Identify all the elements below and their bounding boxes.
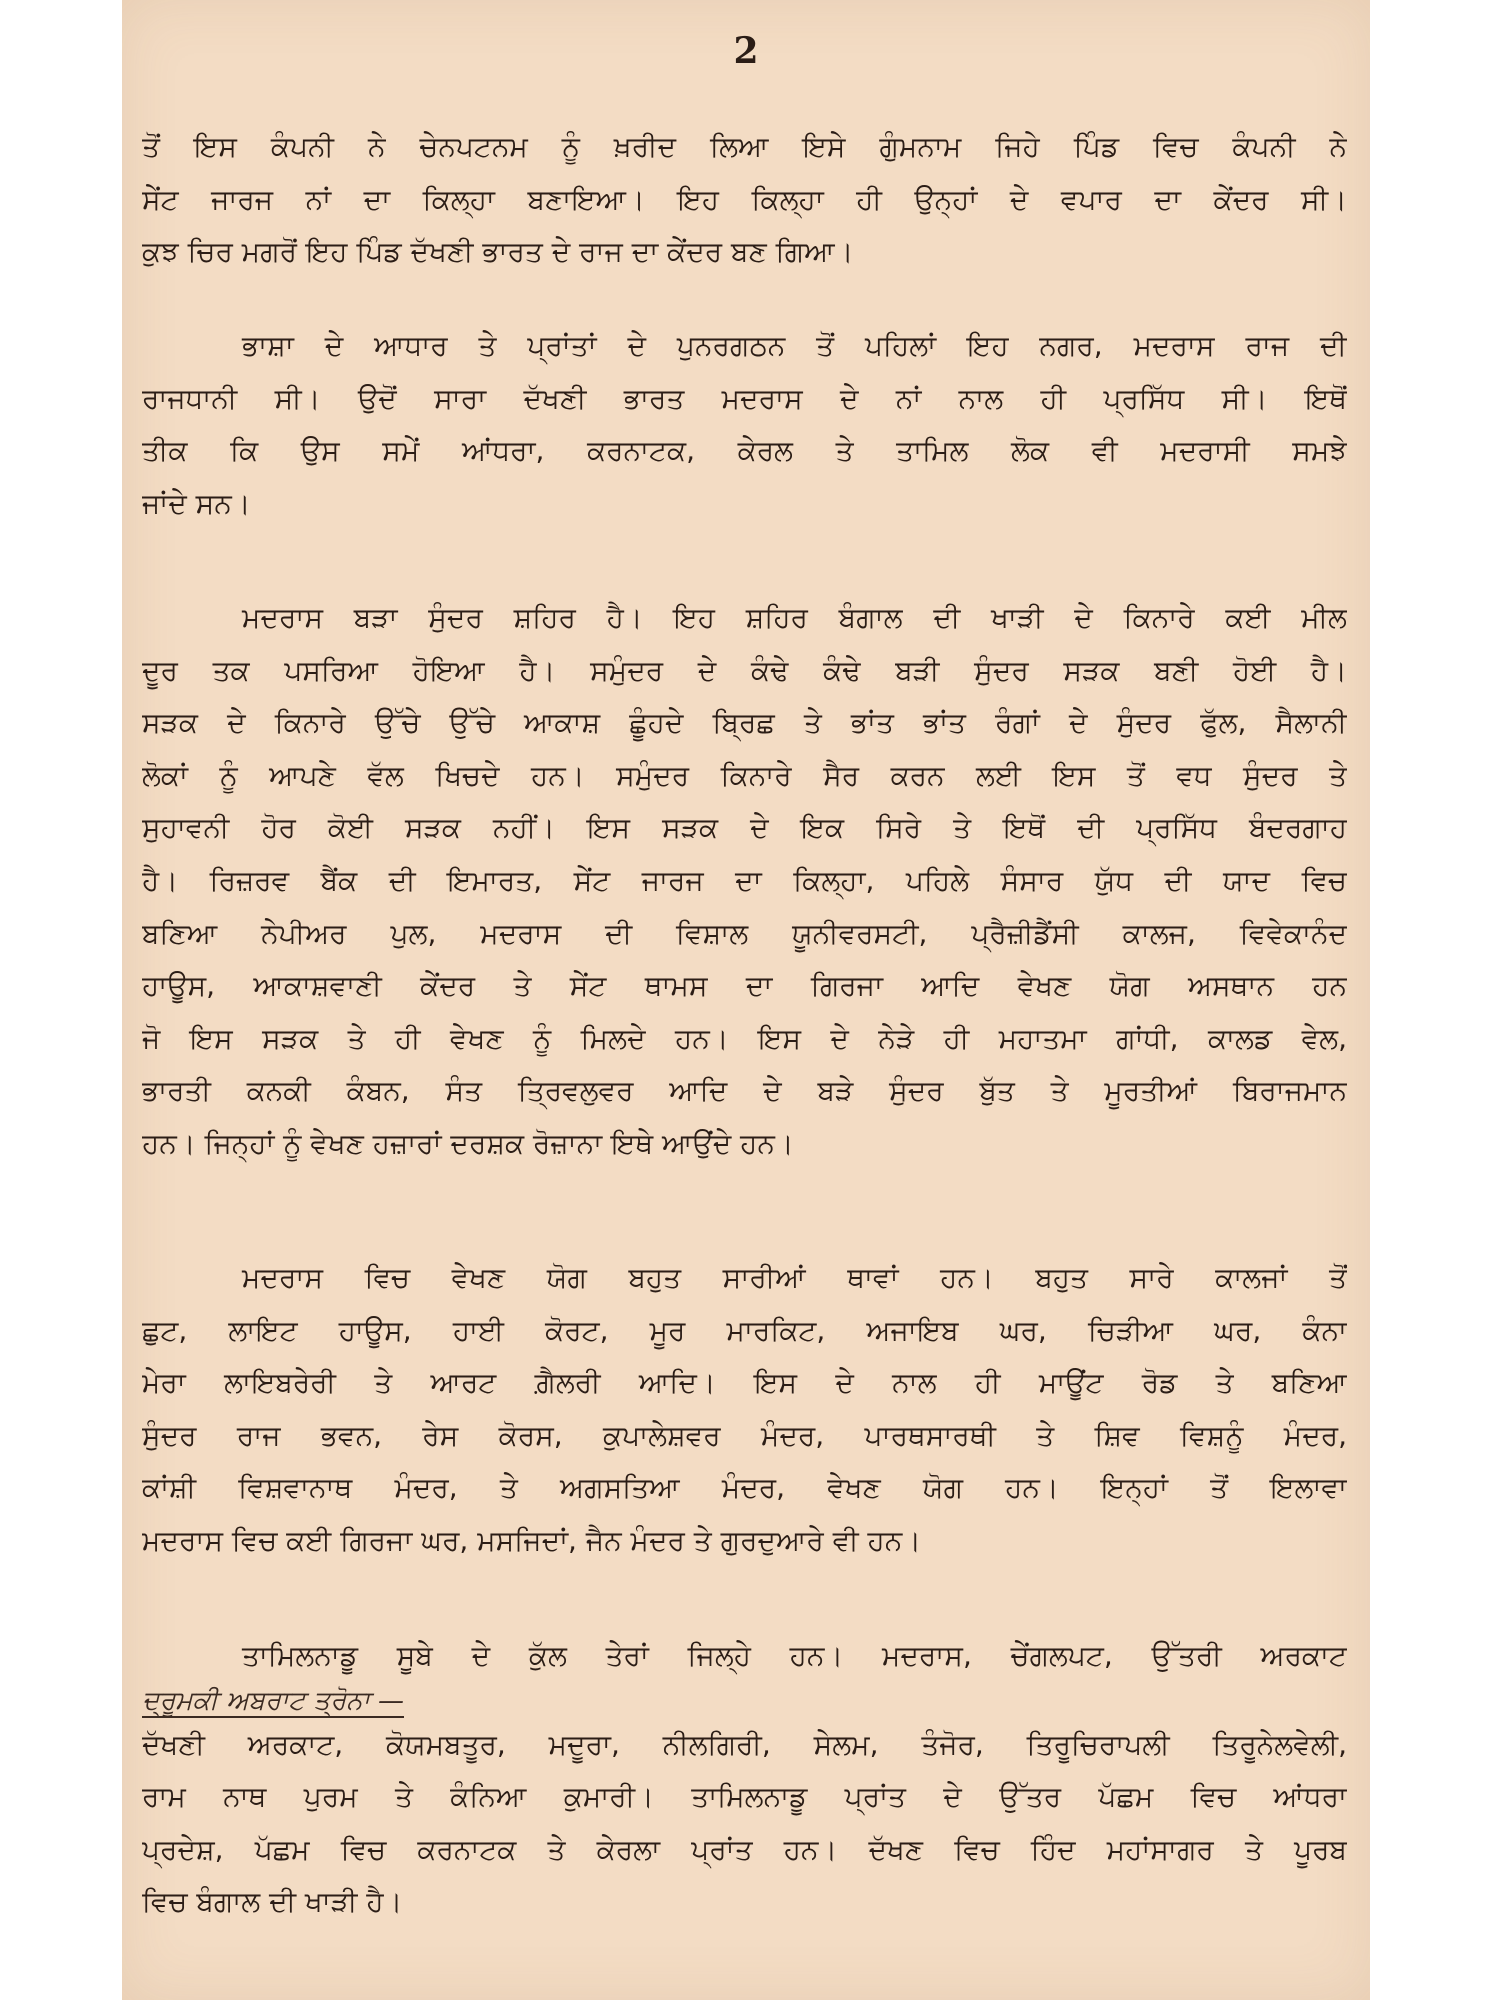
paragraph-3	[142, 592, 1347, 1171]
paragraph-line: ਹਨ। ਜਿਨ੍ਹਾਂ ਨੂੰ ਵੇਖਣ ਹਜ਼ਾਰਾਂ ਦਰਸ਼ਕ ਰੋਜ਼ਾਨਾ ਇਥੇ ਆਉਂਦੇ ਹਨ।	[142, 1126, 794, 1160]
paragraph-1	[142, 121, 1347, 279]
paragraph-line: ਮਦਰਾਸ ਬੜਾ ਸੁੰਦਰ ਸ਼ਹਿਰ ਹੈ। ਇਹ ਸ਼ਹਿਰ ਬੰਗਾਲ ਦੀ ਖਾੜੀ ਦੇ ਕਿਨਾਰੇ ਕਈ ਮੀਲ	[242, 601, 1347, 634]
paragraph-line: ਮਦਰਾਸ ਵਿਚ ਕਈ ਗਿਰਜਾ ਘਰ, ਮਸਜਿਦਾਂ, ਜੈਨ ਮੰਦਰ ਤੇ ਗੁਰਦੁਆਰੇ ਵੀ ਹਨ।	[142, 1523, 922, 1557]
paragraph-line: ਰਾਜਧਾਨੀ ਸੀ। ਉਦੋਂ ਸਾਰਾ ਦੱਖਣੀ ਭਾਰਤ ਮਦਰਾਸ ਦੇ ਨਾਂ ਨਾਲ ਹੀ ਪ੍ਰਸਿੱਧ ਸੀ। ਇਥੋਂ	[142, 381, 1347, 415]
paragraph-line: ਜੋ ਇਸ ਸੜਕ ਤੇ ਹੀ ਵੇਖਣ ਨੂੰ ਮਿਲਦੇ ਹਨ। ਇਸ ਦੇ ਨੇੜੇ ਹੀ ਮਹਾਤਮਾ ਗਾਂਧੀ, ਕਾਲਡ ਵੇਲ,	[142, 1021, 1347, 1055]
paragraph-line: ਸੁਹਾਵਨੀ ਹੋਰ ਕੋਈ ਸੜਕ ਨਹੀਂ। ਇਸ ਸੜਕ ਦੇ ਇਕ ਸਿਰੇ ਤੇ ਇਥੋਂ ਦੀ ਪ੍ਰਸਿੱਧ ਬੰਦਰਗਾਹ	[142, 811, 1347, 845]
paragraph-line: ਤੀਕ ਕਿ ਉਸ ਸਮੇਂ ਆਂਧਰਾ, ਕਰਨਾਟਕ, ਕੇਰਲ ਤੇ ਤਾਮਿਲ ਲੋਕ ਵੀ ਮਦਰਾਸੀ ਸਮਝੇ	[142, 434, 1347, 468]
paragraph-2	[142, 320, 1347, 530]
paragraph-line: ਬਣਿਆ ਨੇਪੀਅਰ ਪੁਲ, ਮਦਰਾਸ ਦੀ ਵਿਸ਼ਾਲ ਯੂਨੀਵਰਸਟੀ, ਪ੍ਰੈਜ਼ੀਡੈਂਸੀ ਕਾਲਜ, ਵਿਵੇਕਾਨੰਦ	[142, 916, 1347, 950]
page-number: 2	[733, 30, 759, 72]
book-page	[122, 0, 1370, 2000]
handwritten-annotation	[142, 1683, 1347, 1719]
paragraph-line: ਦੱਖਣੀ ਅਰਕਾਟ, ਕੋਯਮਬਤੂਰ, ਮਦੂਰਾ, ਨੀਲਗਿਰੀ, ਸੇਲਮ, ਤੰਜੋਰ, ਤਿਰੂਚਿਰਾਪਲੀ ਤਿਰੂਨੇਲਵੇਲੀ,	[142, 1727, 1347, 1761]
paragraph-5	[142, 1630, 1347, 1929]
paragraph-line: ਭਾਸ਼ਾ ਦੇ ਆਧਾਰ ਤੇ ਪ੍ਰਾਂਤਾਂ ਦੇ ਪੁਨਰਗਠਨ ਤੋਂ ਪਹਿਲਾਂ ਇਹ ਨਗਰ, ਮਦਰਾਸ ਰਾਜ ਦੀ	[242, 329, 1347, 362]
paragraph-line: ਮੇਰਾ ਲਾਇਬਰੇਰੀ ਤੇ ਆਰਟ ਗ਼ੈਲਰੀ ਆਦਿ। ਇਸ ਦੇ ਨਾਲ ਹੀ ਮਾਊਂਟ ਰੋਡ ਤੇ ਬਣਿਆ	[142, 1366, 1347, 1400]
paragraph-line: ਭਾਰਤੀ ਕਨਕੀ ਕੰਬਨ, ਸੰਤ ਤ੍ਰਿਵਲੁਵਰ ਆਦਿ ਦੇ ਬੜੇ ਸੁੰਦਰ ਬੁੱਤ ਤੇ ਮੂਰਤੀਆਂ ਬਿਰਾਜਮਾਨ	[142, 1074, 1347, 1108]
paragraph-line: ਲੋਕਾਂ ਨੂੰ ਆਪਣੇ ਵੱਲ ਖਿਚਦੇ ਹਨ। ਸਮੁੰਦਰ ਕਿਨਾਰੇ ਸੈਰ ਕਰਨ ਲਈ ਇਸ ਤੋਂ ਵਧ ਸੁੰਦਰ ਤੇ	[142, 758, 1347, 792]
paragraph-line: ਦੂਰ ਤਕ ਪਸਰਿਆ ਹੋਇਆ ਹੈ। ਸਮੁੰਦਰ ਦੇ ਕੰਢੇ ਕੰਢੇ ਬੜੀ ਸੁੰਦਰ ਸੜਕ ਬਣੀ ਹੋਈ ਹੈ।	[142, 653, 1347, 687]
paragraph-line: ਜਾਂਦੇ ਸਨ।	[142, 486, 251, 520]
paragraph-line: ਪ੍ਰਦੇਸ਼, ਪੱਛਮ ਵਿਚ ਕਰਨਾਟਕ ਤੇ ਕੇਰਲਾ ਪ੍ਰਾਂਤ ਹਨ। ਦੱਖਣ ਵਿਚ ਹਿੰਦ ਮਹਾਂਸਾਗਰ ਤੇ ਪੂਰਬ	[142, 1832, 1347, 1866]
paragraph-line: ਤਾਮਿਲਨਾਡੂ ਸੂਬੇ ਦੇ ਕੁੱਲ ਤੇਰਾਂ ਜਿਲ੍ਹੇ ਹਨ। ਮਦਰਾਸ, ਚੇਂਗਲਪਟ, ਉੱਤਰੀ ਅਰਕਾਟ	[242, 1639, 1347, 1672]
paragraph-line: ਕੁਝ ਚਿਰ ਮਗਰੋਂ ਇਹ ਪਿੰਡ ਦੱਖਣੀ ਭਾਰਤ ਦੇ ਰਾਜ ਦਾ ਕੇਂਦਰ ਬਣ ਗਿਆ।	[142, 235, 854, 269]
paragraph-line: ਸੁੰਦਰ ਰਾਜ ਭਵਨ, ਰੇਸ ਕੋਰਸ, ਕੁਪਾਲੇਸ਼ਵਰ ਮੰਦਰ, ਪਾਰਥਸਾਰਥੀ ਤੇ ਸ਼ਿਵ ਵਿਸ਼ਨੂੰ ਮੰਦਰ,	[142, 1418, 1347, 1452]
handwritten-note: ਦ੍ਰੂਮਕੀ ਅਬਰਾਟ ਤ੍ਰੋਨਾ —	[142, 1685, 405, 1716]
paragraph-line: ਸੜਕ ਦੇ ਕਿਨਾਰੇ ਉੱਚੇ ਉੱਚੇ ਆਕਾਸ਼ ਛੂੰਹਦੇ ਬ੍ਰਿਛ ਤੇ ਭਾਂਤ ਭਾਂਤ ਰੰਗਾਂ ਦੇ ਸੁੰਦਰ ਫੁੱਲ, ਸੈਲਾਨੀ	[142, 706, 1347, 740]
paragraph-4	[142, 1252, 1347, 1568]
paragraph-line: ਸੇਂਟ ਜਾਰਜ ਨਾਂ ਦਾ ਕਿਲ੍ਹਾ ਬਣਾਇਆ। ਇਹ ਕਿਲ੍ਹਾ ਹੀ ਉਨ੍ਹਾਂ ਦੇ ਵਪਾਰ ਦਾ ਕੇਂਦਰ ਸੀ।	[142, 182, 1347, 216]
paragraph-line: ਰਾਮ ਨਾਥ ਪੁਰਮ ਤੇ ਕੰਨਿਆ ਕੁਮਾਰੀ। ਤਾਮਿਲਨਾਡੂ ਪ੍ਰਾਂਤ ਦੇ ਉੱਤਰ ਪੱਛਮ ਵਿਚ ਆਂਧਰਾ	[142, 1780, 1347, 1814]
paragraph-line: ਤੋਂ ਇਸ ਕੰਪਨੀ ਨੇ ਚੇਨਪਟਨਮ ਨੂੰ ਖ਼ਰੀਦ ਲਿਆ ਇਸੇ ਗੁੰਮਨਾਮ ਜਿਹੇ ਪਿੰਡ ਵਿਚ ਕੰਪਨੀ ਨੇ	[142, 130, 1347, 163]
paragraph-line: ਹੈ। ਰਿਜ਼ਰਵ ਬੈਂਕ ਦੀ ਇਮਾਰਤ, ਸੇਂਟ ਜਾਰਜ ਦਾ ਕਿਲ੍ਹਾ, ਪਹਿਲੇ ਸੰਸਾਰ ਯੁੱਧ ਦੀ ਯਾਦ ਵਿਚ	[142, 863, 1347, 897]
paragraph-line: ਕਾਂਸ਼ੀ ਵਿਸ਼ਵਾਨਾਥ ਮੰਦਰ, ਤੇ ਅਗਸਤਿਆ ਮੰਦਰ, ਵੇਖਣ ਯੋਗ ਹਨ। ਇਨ੍ਹਾਂ ਤੋਂ ਇਲਾਵਾ	[142, 1471, 1347, 1505]
paragraph-line: ਵਿਚ ਬੰਗਾਲ ਦੀ ਖਾੜੀ ਹੈ।	[142, 1885, 403, 1919]
paragraph-line: ਛੁਟ, ਲਾਇਟ ਹਾਊਸ, ਹਾਈ ਕੋਰਟ, ਮੂਰ ਮਾਰਕਿਟ, ਅਜਾਇਬ ਘਰ, ਚਿੜੀਆ ਘਰ, ਕੰਨਾ	[142, 1313, 1347, 1347]
paragraph-line: ਮਦਰਾਸ ਵਿਚ ਵੇਖਣ ਯੋਗ ਬਹੁਤ ਸਾਰੀਆਂ ਥਾਵਾਂ ਹਨ। ਬਹੁਤ ਸਾਰੇ ਕਾਲਜਾਂ ਤੋਂ	[242, 1261, 1347, 1294]
paragraph-line: ਹਾਊਸ, ਆਕਾਸ਼ਵਾਣੀ ਕੇਂਦਰ ਤੇ ਸੇਂਟ ਥਾਮਸ ਦਾ ਗਿਰਜਾ ਆਦਿ ਵੇਖਣ ਯੋਗ ਅਸਥਾਨ ਹਨ	[142, 969, 1347, 1003]
